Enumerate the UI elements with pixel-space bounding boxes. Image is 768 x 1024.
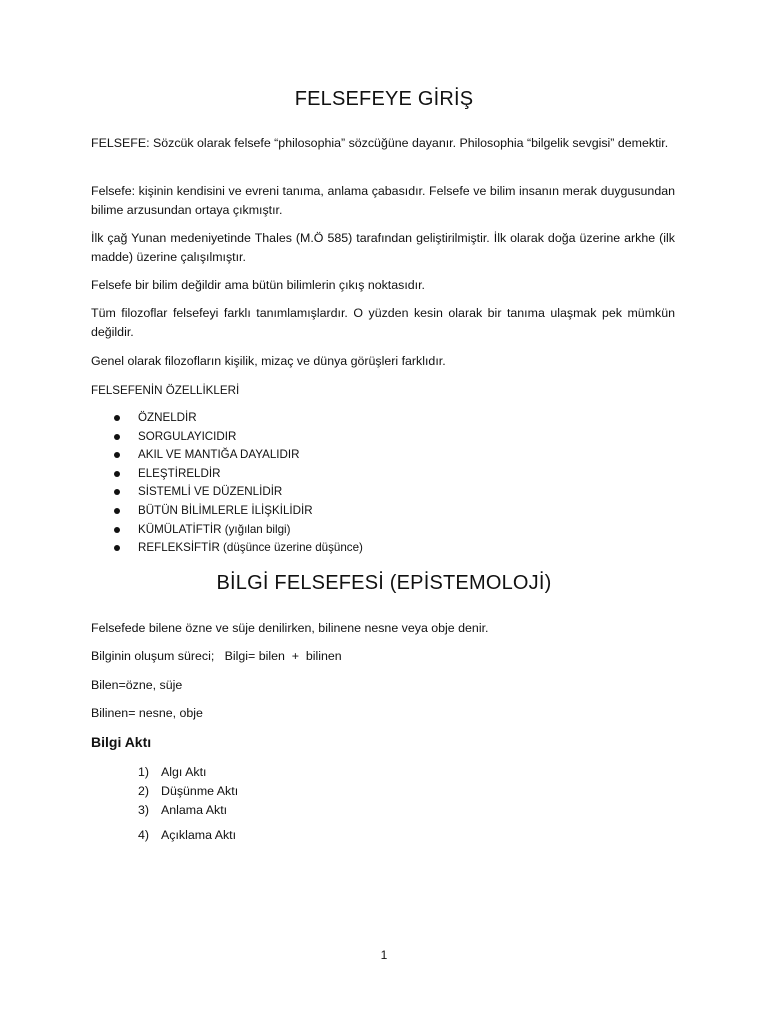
bullet-icon bbox=[114, 489, 120, 495]
list-item: SİSTEMLİ VE DÜZENLİDİR bbox=[114, 483, 363, 502]
bullet-icon bbox=[114, 434, 120, 440]
list-item: 2) Düşünme Aktı bbox=[138, 784, 239, 798]
subheading: Bilgi Aktı bbox=[91, 734, 152, 750]
features-list bbox=[114, 409, 363, 558]
section-line-1: Felsefede bilene özne ve süje denilirken, bilinene nesne veya obje denir. bbox=[91, 621, 489, 635]
section-line-2: Bilginin oluşum süreci; Bilgi= bilen + bilinen bbox=[91, 649, 342, 663]
list-item: ÖZNELDİR bbox=[114, 409, 363, 428]
paragraph-6: Genel olarak filozofların kişilik, mizaç ve dünya görüşleri farklıdır. bbox=[91, 354, 446, 368]
document-title: FELSEFEYE GİRİŞ bbox=[294, 88, 474, 110]
bullet-icon bbox=[114, 471, 120, 477]
features-heading: FELSEFENİN ÖZELLİKLERİ bbox=[91, 384, 240, 397]
bullet-icon bbox=[114, 415, 120, 421]
list-item: REFLEKSİFTİR (düşünce üzerine düşünce) bbox=[114, 539, 363, 558]
list-item: 3) Anlama Aktı bbox=[138, 803, 228, 817]
paragraph-2: Felsefe: kişinin kendisini ve evreni tanıma, anlama çabasıdır. Felsefe ve bilim insanın merak duygusundan bilime arzusundan ortaya çıkmıştır. bbox=[91, 184, 675, 217]
section-title: BİLGİ FELSEFESİ (EPİSTEMOLOJİ) bbox=[216, 572, 552, 594]
list-item: BÜTÜN BİLİMLERLE İLİŞKİLİDİR bbox=[114, 502, 363, 521]
list-item: 4) Açıklama Aktı bbox=[138, 828, 237, 842]
bullet-icon bbox=[114, 508, 120, 514]
list-item: 1) Algı Aktı bbox=[138, 765, 207, 779]
numbered-list bbox=[138, 763, 238, 845]
list-item: AKIL VE MANTIĞA DAYALIDIR bbox=[114, 446, 363, 465]
bullet-icon bbox=[114, 527, 120, 533]
page-number: 1 bbox=[380, 948, 388, 962]
list-item: ELEŞTİRELDİR bbox=[114, 465, 363, 484]
list-item: KÜMÜLATİFTİR (yığılan bilgi) bbox=[114, 521, 363, 540]
list-item: SORGULAYICIDIR bbox=[114, 428, 363, 447]
bullet-icon bbox=[114, 545, 120, 551]
bullet-icon bbox=[114, 452, 120, 458]
section-line-4: Bilinen= nesne, obje bbox=[91, 706, 203, 720]
paragraph-3: İlk çağ Yunan medeniyetinde Thales (M.Ö 585) tarafından geliştirilmiştir. İlk olarak doğa üzerine arkhe (ilk madde) üzerine çalışılmıştır. bbox=[91, 231, 675, 264]
section-line-3: Bilen=özne, süje bbox=[91, 678, 183, 692]
paragraph-4: Felsefe bir bilim değildir ama bütün bilimlerin çıkış noktasıdır. bbox=[91, 278, 425, 292]
paragraph-5: Tüm filozoflar felsefeyi farklı tanımlamışlardır. O yüzden kesin olarak bir tanıma ulaşmak pek mümkün değildir. bbox=[91, 306, 675, 339]
paragraph-1: FELSEFE: Sözcük olarak felsefe “philosophia” sözcüğüne dayanır. Philosophia “bilgelik sevgisi” demektir. bbox=[91, 136, 669, 150]
